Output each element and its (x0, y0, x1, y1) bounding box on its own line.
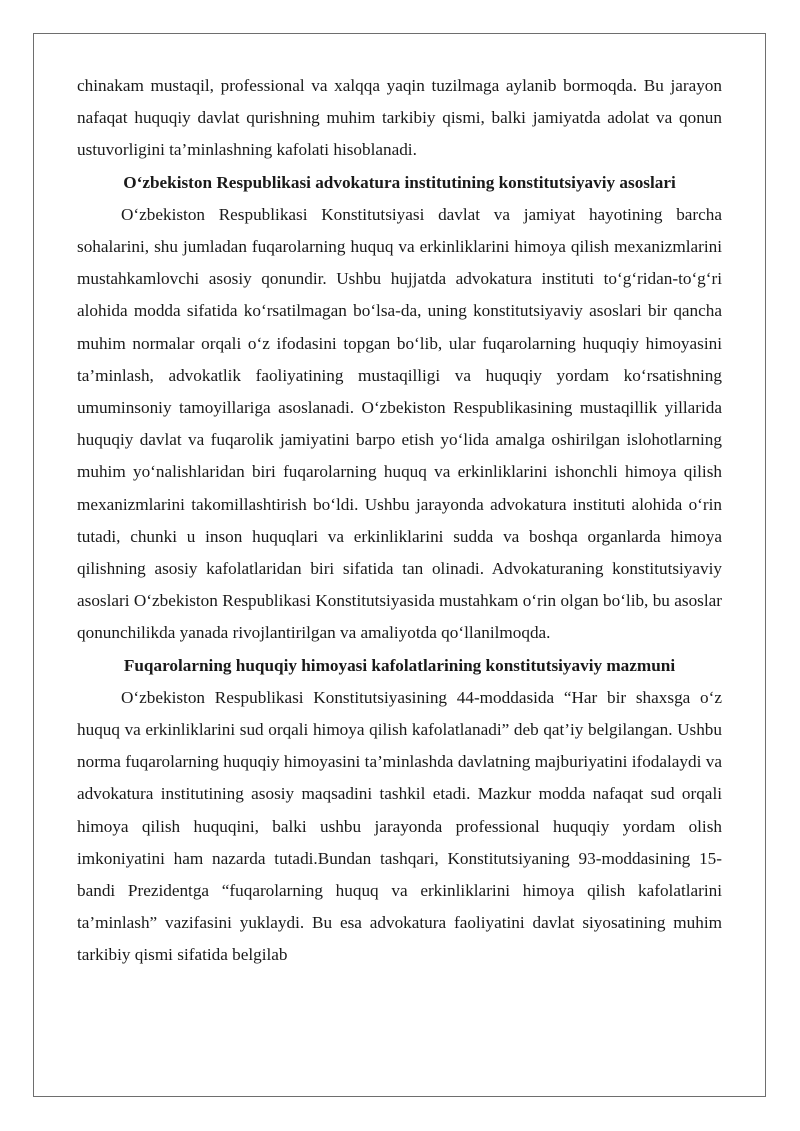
section-paragraph-constitutional-foundations: O‘zbekiston Respublikasi Konstitutsiyasi davlat va jamiyat hayotining barcha sohalarini, shu jumladan fuqarolarning huquq va erkinliklarini himoya qilish mexanizmlarini mustahkamlovchi asosiy qonundir. Ushbu hujjatda advokatura instituti to‘g‘ridan-to‘g‘ri alohida modda sifatida ko‘rsatilmagan bo‘lsa-da, uning konstitutsiyaviy asoslari bir qancha muhim normalar orqali o‘z ifodasini topgan bo‘lib, ular fuqarolarning huquqiy himoyasini ta’minlash, advokatlik faoliyatining mustaqilligi va huquqiy yordam ko‘rsatishning umuminsoniy tamoyillariga asoslanadi. O‘zbekiston Respublikasining mustaqillik yillarida huquqiy davlat va fuqarolik jamiyatini barpo etish yo‘lida amalga oshirilgan islohotlarning muhim yo‘nalishlaridan biri fuqarolarning huquq va erkinliklarini ishonchli himoya qilish mexanizmlarini takomillashtirish bo‘ldi. Ushbu jarayonda advokatura instituti alohida o‘rin tutadi, chunki u inson huquqlari va erkinliklarini sudda va boshqa organlarda himoya qilishning asosiy kafolatlaridan biri sifatida tan olinadi. Advokaturaning konstitutsiyaviy asoslari O‘zbekiston Respublikasi Konstitutsiyasida mustahkam o‘rin olgan bo‘lib, bu asoslar qonunchilikda yanada rivojlantirilgan va amaliyotda qo‘llanilmoqda. (77, 204, 722, 643)
document-body (77, 70, 722, 972)
section-paragraph-legal-protection-guarantees: O‘zbekiston Respublikasi Konstitutsiyasining 44-moddasida “Har bir shaxsga o‘z huquq va erkinliklarini sud orqali himoya qilish kafolatlanadi” deb qat’iy belgilangan. Ushbu norma fuqarolarning huquqiy himoyasini ta’minlashda davlatning majburiyatini ifodalaydi va advokatura institutining asosiy maqsadini tashkil etadi. Mazkur modda nafaqat sud orqali himoya qilish huquqini, balki ushbu jarayonda professional huquqiy yordam olish imkoniyatini ham nazarda tutadi.Bundan tashqari, Konstitutsiyaning 93-moddasining 15-bandi Prezidentga “fuqarolarning huquq va erkinliklarini himoya qilish kafolatlarini ta’minlash” vazifasini yuklaydi. Bu esa advokatura faoliyatini davlat siyosatining muhim tarkibiy qismi sifatida belgilab (77, 687, 722, 965)
intro-paragraph: chinakam mustaqil, professional va xalqqa yaqin tuzilmaga aylanib bormoqda. Bu jarayon nafaqat huquqiy davlat qurishning muhim tarkibiy qismi, balki jamiyatda adolat va qonun ustuvorligini ta’minlashning kafolati hisoblanadi. (77, 76, 722, 160)
section-heading-legal-protection-guarantees: Fuqarolarning huquqiy himoyasi kafolatlarining konstitutsiyaviy mazmuni (123, 655, 676, 675)
section-heading-constitutional-foundations: O‘zbekiston Respublikasi advokatura institutining konstitutsiyaviy asoslari (123, 172, 676, 192)
